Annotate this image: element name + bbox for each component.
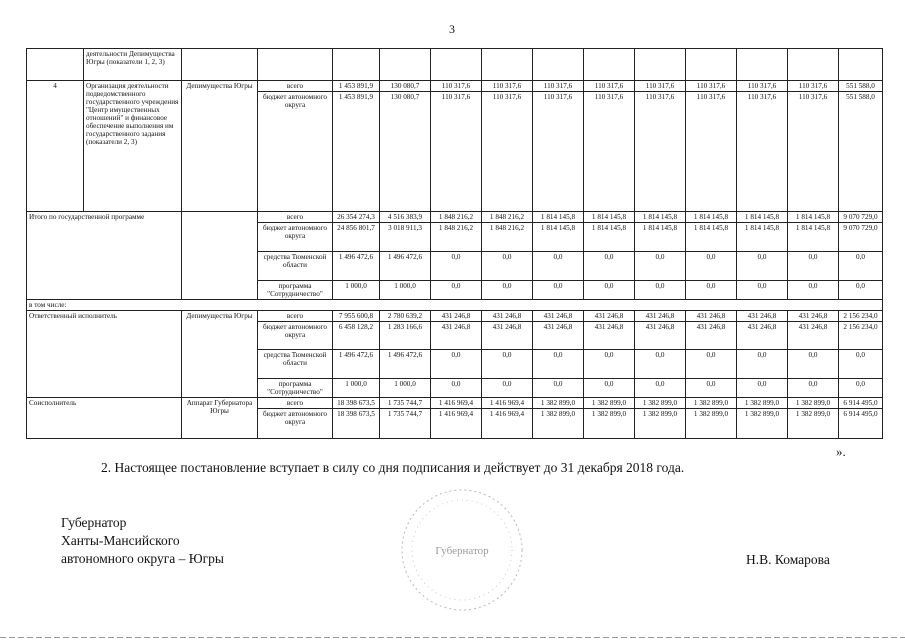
table-cell-value: 431 246,8 bbox=[482, 322, 533, 350]
table-row bbox=[27, 300, 883, 311]
table-cell-value: 431 246,8 bbox=[431, 311, 482, 322]
table-cell-value: 1 814 145,8 bbox=[788, 212, 839, 223]
table-cell-value: 0,0 bbox=[635, 379, 686, 398]
table-cell-value: 1 453 891,9 bbox=[333, 81, 380, 92]
table-cell-activity: деятельности Депимущества Югры (показатели 1, 2, 3) bbox=[84, 49, 182, 81]
table-cell-value: 1 382 899,0 bbox=[788, 398, 839, 409]
signatory-name: Н.В. Комарова bbox=[746, 552, 830, 567]
table-cell-value: 26 354 274,3 bbox=[333, 212, 380, 223]
table-cell-value: 0,0 bbox=[788, 379, 839, 398]
table-cell-value: 551 588,0 bbox=[839, 92, 883, 212]
table-cell-value: 0,0 bbox=[737, 281, 788, 300]
table-cell-value bbox=[788, 49, 839, 81]
table-cell-value: 551 588,0 bbox=[839, 81, 883, 92]
table-cell-value: 110 317,6 bbox=[686, 81, 737, 92]
table-cell-value: 1 283 166,6 bbox=[380, 322, 431, 350]
table-row bbox=[27, 311, 883, 322]
table-cell-value: 2 780 639,2 bbox=[380, 311, 431, 322]
table-cell-value: 0,0 bbox=[839, 281, 883, 300]
table-cell-source: средства Тюменской области bbox=[258, 350, 333, 379]
table-cell-value: 431 246,8 bbox=[737, 322, 788, 350]
table-cell-value: 1 496 472,6 bbox=[380, 350, 431, 379]
table-cell-value: 0,0 bbox=[839, 252, 883, 281]
table-cell-value: 1 416 969,4 bbox=[482, 409, 533, 439]
table-cell-value: 1 382 899,0 bbox=[533, 398, 584, 409]
table-cell-value: 431 246,8 bbox=[584, 311, 635, 322]
table-cell-value: 1 814 145,8 bbox=[533, 212, 584, 223]
table-cell-value: 9 070 729,0 bbox=[839, 223, 883, 252]
table-cell-value: 0,0 bbox=[431, 350, 482, 379]
table-cell-value bbox=[839, 49, 883, 81]
signatory-title bbox=[61, 514, 224, 568]
table-cell-value: 1 000,0 bbox=[380, 281, 431, 300]
table-cell-value: 0,0 bbox=[533, 281, 584, 300]
table-cell-value: 0,0 bbox=[686, 281, 737, 300]
table-cell-value: 24 856 801,7 bbox=[333, 223, 380, 252]
table-cell-source: бюджет автономного округа bbox=[258, 92, 333, 212]
scan-edge-line bbox=[0, 637, 905, 638]
table-cell-value: 1 848 216,2 bbox=[482, 212, 533, 223]
table-cell-value: 1 000,0 bbox=[380, 379, 431, 398]
table-cell-value bbox=[431, 49, 482, 81]
table-cell-value: 0,0 bbox=[431, 281, 482, 300]
table-cell-value: 1 382 899,0 bbox=[737, 409, 788, 439]
signatory-title-line: Губернатор bbox=[61, 515, 127, 530]
table-cell-value: 1 848 216,2 bbox=[431, 212, 482, 223]
table-cell-value: 431 246,8 bbox=[737, 311, 788, 322]
table-cell-value: 1 382 899,0 bbox=[584, 409, 635, 439]
table-cell-source: программа "Сотрудничество" bbox=[258, 379, 333, 398]
table-cell-value: 1 848 216,2 bbox=[482, 223, 533, 252]
table-cell-source: бюджет автономного округа bbox=[258, 322, 333, 350]
table-cell-value: 110 317,6 bbox=[584, 81, 635, 92]
table-cell-value bbox=[380, 49, 431, 81]
table-cell-value: 9 070 729,0 bbox=[839, 212, 883, 223]
table-cell-responsible bbox=[182, 212, 258, 300]
table-row bbox=[27, 49, 883, 81]
table-cell-value: 1 814 145,8 bbox=[584, 212, 635, 223]
table-cell-value bbox=[533, 49, 584, 81]
table-cell-index: 4 bbox=[27, 81, 84, 212]
table-cell-value: 0,0 bbox=[431, 252, 482, 281]
table-cell-value: 1 416 969,4 bbox=[431, 409, 482, 439]
table-cell-value: 18 398 673,5 bbox=[333, 398, 380, 409]
table-cell-value: 431 246,8 bbox=[431, 322, 482, 350]
table-cell-value: 6 914 495,0 bbox=[839, 409, 883, 439]
table-cell-value: 1 814 145,8 bbox=[737, 212, 788, 223]
table-cell-value: 431 246,8 bbox=[788, 311, 839, 322]
table-cell-responsible: Депимущества Югры bbox=[182, 311, 258, 398]
table-cell-value: 0,0 bbox=[788, 350, 839, 379]
table-cell-value: 1 814 145,8 bbox=[635, 212, 686, 223]
table-cell-value: 110 317,6 bbox=[788, 92, 839, 212]
table-cell-value: 1 814 145,8 bbox=[788, 223, 839, 252]
table-cell-value: 110 317,6 bbox=[533, 92, 584, 212]
table-cell-value: 1 382 899,0 bbox=[788, 409, 839, 439]
table-cell-value: 1 814 145,8 bbox=[686, 223, 737, 252]
table-cell-value: 1 496 472,6 bbox=[380, 252, 431, 281]
table-cell-value: 3 018 911,3 bbox=[380, 223, 431, 252]
table-row bbox=[27, 212, 883, 223]
table-cell-source: бюджет автономного округа bbox=[258, 223, 333, 252]
table-cell-value: 0,0 bbox=[686, 252, 737, 281]
table-cell-value: 1 814 145,8 bbox=[533, 223, 584, 252]
table-cell-value: 1 735 744,7 bbox=[380, 398, 431, 409]
table-cell-value: 1 382 899,0 bbox=[533, 409, 584, 439]
table-cell-value: 431 246,8 bbox=[788, 322, 839, 350]
table-cell-value: 130 080,7 bbox=[380, 92, 431, 212]
table-cell-value: 110 317,6 bbox=[635, 81, 686, 92]
table-cell-source: всего bbox=[258, 311, 333, 322]
table-cell-value bbox=[635, 49, 686, 81]
table-cell-value: 1 382 899,0 bbox=[737, 398, 788, 409]
table-cell-value: 1 382 899,0 bbox=[635, 398, 686, 409]
table-cell-value: 1 814 145,8 bbox=[737, 223, 788, 252]
table-cell-value: 431 246,8 bbox=[635, 322, 686, 350]
table-cell-executor-label: Ответственный исполнитель bbox=[27, 311, 182, 398]
table-cell-value: 0,0 bbox=[737, 252, 788, 281]
table-cell-value: 0,0 bbox=[584, 252, 635, 281]
table-cell-total-label: Итого по государственной программе bbox=[27, 212, 182, 300]
table-cell-value: 110 317,6 bbox=[737, 92, 788, 212]
official-seal bbox=[398, 486, 526, 614]
table-cell-value: 1 416 969,4 bbox=[482, 398, 533, 409]
table-cell-value: 0,0 bbox=[839, 350, 883, 379]
table-cell-index bbox=[27, 49, 84, 81]
table-cell-value: 0,0 bbox=[737, 350, 788, 379]
table-cell-coexecutor-label: Соисполнитель bbox=[27, 398, 182, 439]
table-cell-value: 4 516 383,9 bbox=[380, 212, 431, 223]
table-cell-value bbox=[737, 49, 788, 81]
table-cell-value: 1 814 145,8 bbox=[635, 223, 686, 252]
seal-text: Губернатор bbox=[435, 545, 489, 557]
table-cell-value: 0,0 bbox=[839, 379, 883, 398]
table-cell-value: 110 317,6 bbox=[533, 81, 584, 92]
table-cell-value: 431 246,8 bbox=[533, 322, 584, 350]
table-cell-value: 110 317,6 bbox=[737, 81, 788, 92]
table-cell-value: 110 317,6 bbox=[584, 92, 635, 212]
table-cell-value: 1 382 899,0 bbox=[584, 398, 635, 409]
table-cell-responsible bbox=[182, 49, 258, 81]
table-cell-responsible: Аппарат Губернатора Югры bbox=[182, 398, 258, 439]
table-cell-value: 1 735 744,7 bbox=[380, 409, 431, 439]
table-cell-value: 1 814 145,8 bbox=[686, 212, 737, 223]
table-cell-value: 1 000,0 bbox=[333, 281, 380, 300]
table-cell-value: 2 156 234,0 bbox=[839, 322, 883, 350]
table-cell-value: 110 317,6 bbox=[431, 81, 482, 92]
table-cell-value: 110 317,6 bbox=[635, 92, 686, 212]
table-cell-source: всего bbox=[258, 81, 333, 92]
signatory-title-line: Ханты-Мансийского bbox=[61, 533, 180, 548]
table-cell-source: средства Тюменской области bbox=[258, 252, 333, 281]
table-cell-value: 0,0 bbox=[686, 350, 737, 379]
table-cell-value: 0,0 bbox=[788, 281, 839, 300]
clause-paragraph: 2. Настоящее постановление вступает в силу со дня подписания и действует до 31 декабря 2018 года. bbox=[101, 460, 685, 475]
table-cell-value: 130 080,7 bbox=[380, 81, 431, 92]
table-cell-value: 110 317,6 bbox=[482, 81, 533, 92]
table-cell-value: 110 317,6 bbox=[482, 92, 533, 212]
table-cell-value: 0,0 bbox=[584, 350, 635, 379]
table-cell-value: 1 000,0 bbox=[333, 379, 380, 398]
table-cell-activity: Организация деятельности подведомственного государственного учреждения "Центр имущественных отношений" и финансовое обеспечение выполнения им государственного задания (показатели 2, 3) bbox=[84, 81, 182, 212]
table-cell-value: 0,0 bbox=[635, 281, 686, 300]
table-cell-value: 1 416 969,4 bbox=[431, 398, 482, 409]
table-cell-value: 1 382 899,0 bbox=[635, 409, 686, 439]
table-cell-source: программа "Сотрудничество" bbox=[258, 281, 333, 300]
table-cell-value: 0,0 bbox=[482, 281, 533, 300]
table-cell-value: 7 955 600,8 bbox=[333, 311, 380, 322]
table-cell-value: 110 317,6 bbox=[431, 92, 482, 212]
budget-table bbox=[26, 48, 883, 439]
table-cell-value: 0,0 bbox=[584, 281, 635, 300]
table-cell-value: 0,0 bbox=[482, 379, 533, 398]
table-cell-value: 431 246,8 bbox=[533, 311, 584, 322]
table-cell-value: 1 382 899,0 bbox=[686, 409, 737, 439]
table-cell-value: 110 317,6 bbox=[686, 92, 737, 212]
table-cell-source: всего bbox=[258, 212, 333, 223]
table-cell-value: 0,0 bbox=[482, 252, 533, 281]
table-cell-value: 110 317,6 bbox=[788, 81, 839, 92]
table-cell-value: 0,0 bbox=[686, 379, 737, 398]
table-cell-subheading: в том числе: bbox=[27, 300, 883, 311]
table-cell-source: всего bbox=[258, 398, 333, 409]
table-cell-value: 1 382 899,0 bbox=[686, 398, 737, 409]
table-cell-value: 431 246,8 bbox=[482, 311, 533, 322]
table-cell-value: 1 848 216,2 bbox=[431, 223, 482, 252]
table-cell-value bbox=[333, 49, 380, 81]
table-cell-value: 0,0 bbox=[737, 379, 788, 398]
table-cell-source bbox=[258, 49, 333, 81]
table-cell-value bbox=[482, 49, 533, 81]
signatory-title-line: автономного округа – Югры bbox=[61, 551, 224, 566]
table-cell-value: 0,0 bbox=[482, 350, 533, 379]
table-cell-value: 2 156 234,0 bbox=[839, 311, 883, 322]
table-row bbox=[27, 398, 883, 409]
table-cell-source: бюджет автономного округа bbox=[258, 409, 333, 439]
table-cell-value: 0,0 bbox=[533, 379, 584, 398]
table-cell-value: 0,0 bbox=[635, 350, 686, 379]
table-cell-value: 431 246,8 bbox=[635, 311, 686, 322]
table-row bbox=[27, 81, 883, 92]
table-cell-value: 1 453 891,9 bbox=[333, 92, 380, 212]
table-cell-value: 6 458 128,2 bbox=[333, 322, 380, 350]
table-cell-value bbox=[686, 49, 737, 81]
table-cell-value: 1 496 472,6 bbox=[333, 252, 380, 281]
table-cell-value: 431 246,8 bbox=[686, 311, 737, 322]
table-cell-value: 0,0 bbox=[431, 379, 482, 398]
table-cell-value: 1 496 472,6 bbox=[333, 350, 380, 379]
table-cell-value bbox=[584, 49, 635, 81]
table-cell-value: 1 814 145,8 bbox=[584, 223, 635, 252]
page-number: 3 bbox=[449, 22, 455, 36]
table-cell-responsible: Депимущества Югры bbox=[182, 81, 258, 212]
table-cell-value: 431 246,8 bbox=[584, 322, 635, 350]
closing-quote: ». bbox=[836, 444, 846, 459]
table-cell-value: 0,0 bbox=[533, 350, 584, 379]
table-cell-value: 0,0 bbox=[533, 252, 584, 281]
table-cell-value: 6 914 495,0 bbox=[839, 398, 883, 409]
table-cell-value: 0,0 bbox=[635, 252, 686, 281]
table-cell-value: 431 246,8 bbox=[686, 322, 737, 350]
table-cell-value: 0,0 bbox=[788, 252, 839, 281]
table-cell-value: 18 398 673,5 bbox=[333, 409, 380, 439]
table-cell-value: 0,0 bbox=[584, 379, 635, 398]
